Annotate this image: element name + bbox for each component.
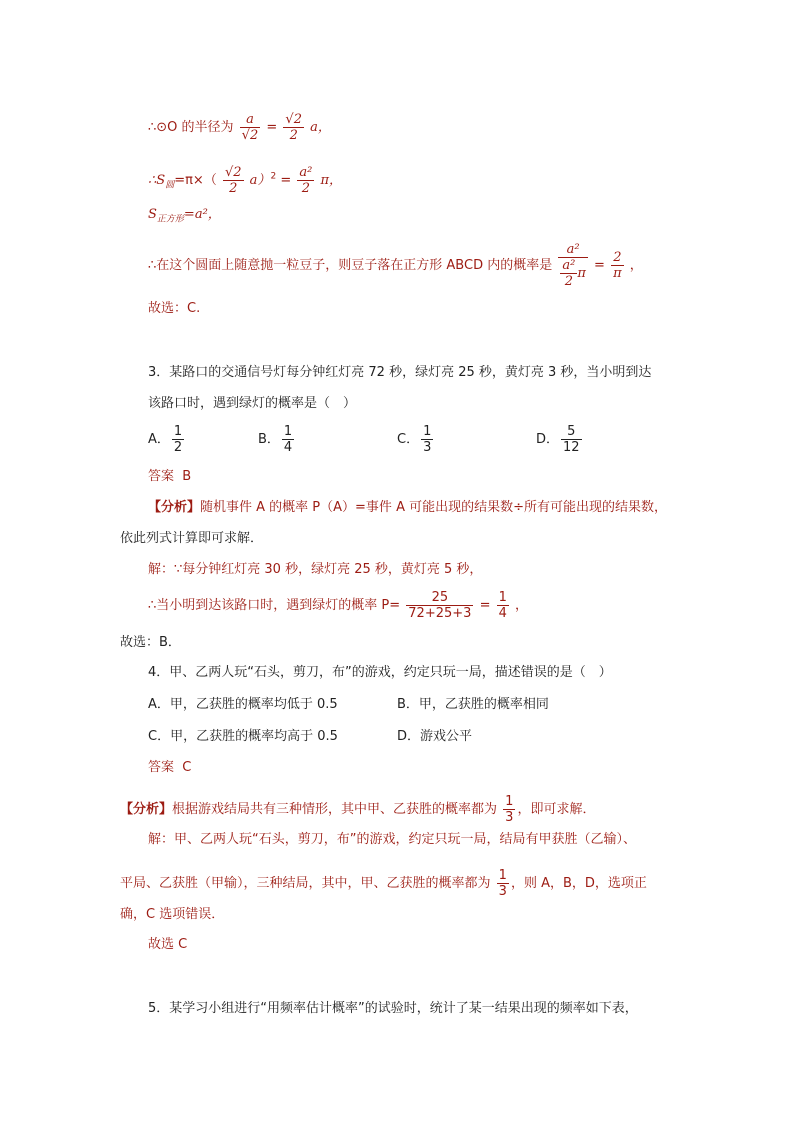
solution-line-square-area: $S_{正方形}=a^2$， [148,207,221,225]
solution-line-probability: ∴在这个圆面上随意抛一粒豆子，则豆子落在正方形 ABCD 内的概率是 a² $\frac{\text{a²}}{2}$ π = $\frac{2}{\pi}$ ， [148,242,643,289]
q4-solution-line4: 故选 C [148,937,188,952]
q3-option-b: B． $\frac{1}{4}$ [258,424,293,455]
q4-option-a: A．甲，乙获胜的概率均低于 0.5 [148,697,338,712]
q4-solution-line1: 解：甲、乙两人玩“石头，剪刀，布”的游戏，约定只玩一局，结局有甲获胜（乙输）、 [148,832,636,847]
q3-stem-line2: 该路口时，遇到绿灯的概率是（ ） [148,396,357,411]
q4-option-c: C．甲，乙获胜的概率均高于 0.5 [148,729,338,744]
q4-stem: 4．甲、乙两人玩“石头，剪刀，布”的游戏，约定只玩一局，描述错误的是（ ） [148,665,612,680]
q3-option-c: C． $\frac{1}{3}$ [397,424,432,455]
solution-line-radius: ∴⊙O 的半径为 $\frac{a}{√2}$ = $\frac{√2}{2}$ a， [148,112,331,143]
q3-stem-line1: 3．某路口的交通信号灯每分钟红灯亮 72 秒，绿灯亮 25 秒，黄灯亮 3 秒，当小明到达 [148,365,652,380]
q4-solution-line3: 确，C 选项错误． [120,907,225,922]
q5-stem: 5．某学习小组进行“用频率估计概率”的试验时，统计了某一结果出现的频率如下表， [148,1001,638,1016]
q3-analysis-line2: 依此列式计算即可求解． [120,531,264,546]
solution-line-circle-area: $\therefore S_圆=\pi\times$（ $\frac{√2}{2}$ a）$^2$ = $\frac{\text{a²}}{2}$ π， [148,165,343,196]
q3-analysis-line1: 【分析】随机事件 A 的概率 P（A）=事件 A 可能出现的结果数÷所有可能出现的结果数， [148,500,667,515]
q4-solution-line2: 平局、乙获胜（甲输），三种结局，其中，甲、乙获胜的概率都为 $\frac{1}{3}$ ，则 A，B，D，选项正 [120,868,647,899]
q4-option-b: B．甲，乙获胜的概率相同 [397,697,549,712]
q3-solution-line2: ∴当小明到达该路口时，遇到绿灯的概率 P= $\frac{25}{72+25+3}$ = $\frac{1}{4}$ ， [148,590,529,621]
q3-answer: 答案 B [148,469,192,484]
q3-option-d: D． $\frac{5}{12}$ [536,424,580,455]
q3-solution-line3: 故选：B． [120,635,181,650]
q3-solution-line1: 解：∵每分钟红灯亮 30 秒，绿灯亮 25 秒，黄灯亮 5 秒， [148,562,483,577]
solution-choose-c: 故选：C. [148,301,201,316]
q3-option-a: A． $\frac{1}{2}$ [148,424,183,455]
q4-answer: 答案 C [148,760,192,775]
q4-analysis: 【分析】根据游戏结局共有三种情形，其中甲、乙获胜的概率都为 $\frac{1}{3}$ ，即可求解． [120,794,596,825]
q4-option-d: D．游戏公平 [397,729,473,744]
